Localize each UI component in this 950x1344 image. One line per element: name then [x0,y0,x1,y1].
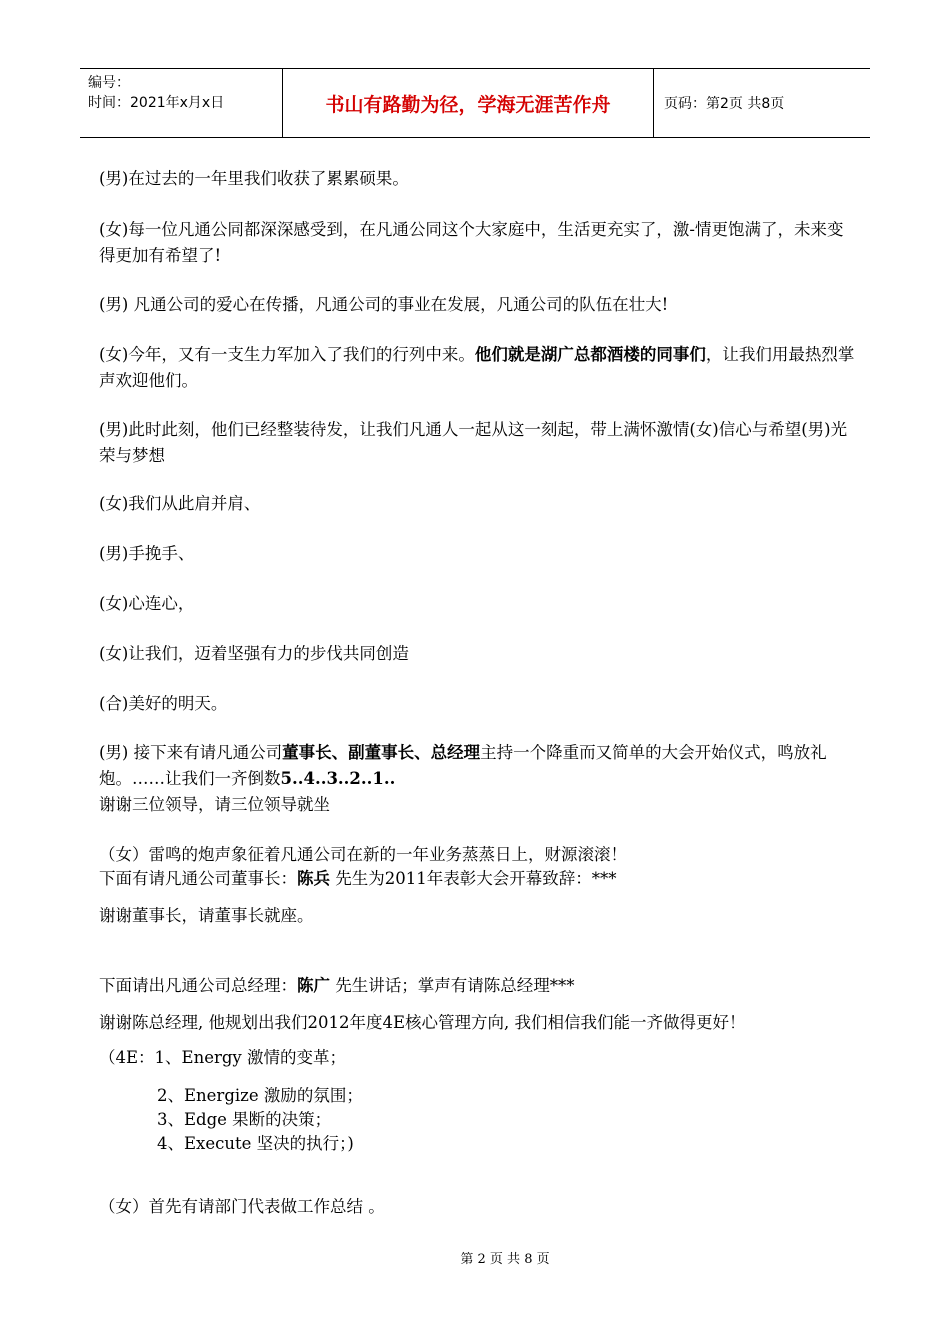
paragraph-8: (女)心连心， [99,594,195,613]
list-item-2: 2、Energize 激励的氛围； [157,1086,363,1105]
page-footer: 第 2 页 共 8 页 [460,1252,550,1267]
paragraph-7: (男)手挽手、 [99,544,195,563]
gm-name: 陈广 [297,976,330,995]
paragraph-16: 下面请出凡通公司总经理：陈广 先生讲话；掌声有请陈总经理*** [99,976,575,995]
page-header [80,68,870,138]
header-page-code: 页码：第2页 共8页 [664,96,785,112]
list-item-3: 3、Edge 果断的决策； [157,1110,332,1129]
paragraph-9: (女)让我们，迈着坚强有力的步伐共同创造 [99,644,409,663]
list-item-4: 4、Execute 坚决的执行；) [157,1134,354,1153]
paragraph-3: (男) 凡通公司的爱心在传播，凡通公司的事业在发展，凡通公司的队伍在壮大! [99,295,669,314]
paragraph-15: 谢谢董事长，请董事长就座。 [99,906,314,925]
paragraph-11-bold-titles: 董事长、副董事长、总经理 [282,743,481,762]
paragraph-6: (女)我们从此肩并肩、 [99,494,261,513]
paragraph-13: （女）雷鸣的炮声象征着凡通公司在新的一年业务蒸蒸日上，财源滚滚！ [99,845,627,864]
paragraph-1: (男)在过去的一年里我们收获了累累硕果。 [99,169,409,188]
paragraph-11: (男) 接下来有请凡通公司董事长、副董事长、总经理主持一个降重而又简单的大会开始仪式，鸣放礼炮。……让我们一齐倒数5..4..3..2..1.. [99,743,827,788]
paragraph-2: (女)每一位凡通公同都深深感受到，在凡通公同这个大家庭中，生活更充实了，激-情更饱满了，未来变得更加有希望了! [99,220,844,265]
number-label: 编号： [88,75,130,91]
paragraph-4: (女)今年，又有一支生力军加入了我们的行列中来。他们就是湖广总都酒楼的同事们，让我们用最热烈掌声欢迎他们。 [99,345,855,390]
paragraph-10: (合)美好的明天。 [99,694,228,713]
list-item-1: （4E：1、Energy 激情的变革； [99,1048,346,1067]
header-motto-cell [282,69,654,137]
header-motto: 书山有路勤为径，学海无涯苦作舟 [325,93,611,116]
paragraph-14: 下面有请凡通公司董事长：陈兵 先生为2011年表彰大会开幕致辞：*** [99,869,617,888]
paragraph-4-bold: 他们就是湖广总都酒楼的同事们 [474,345,706,364]
paragraph-5: (男)此时此刻，他们已经整装待发，让我们凡通人一起从这一刻起，带上满怀激情(女)信心与希望(男)光荣与梦想 [99,420,848,465]
chairman-name: 陈兵 [297,869,330,888]
paragraph-12: 谢谢三位领导，请三位领导就坐 [99,795,330,814]
paragraph-11-bold-countdown: 5..4..3..2..1.. [280,769,396,788]
paragraph-18: （女）首先有请部门代表做工作总结 。 [99,1197,385,1216]
time-label: 时间：2021年x月x日 [88,95,225,111]
header-meta [80,69,282,137]
paragraph-17: 谢谢陈总经理, 他规划出我们2012年度4E核心管理方向, 我们相信我们能一齐做得更好！ [99,1013,746,1032]
